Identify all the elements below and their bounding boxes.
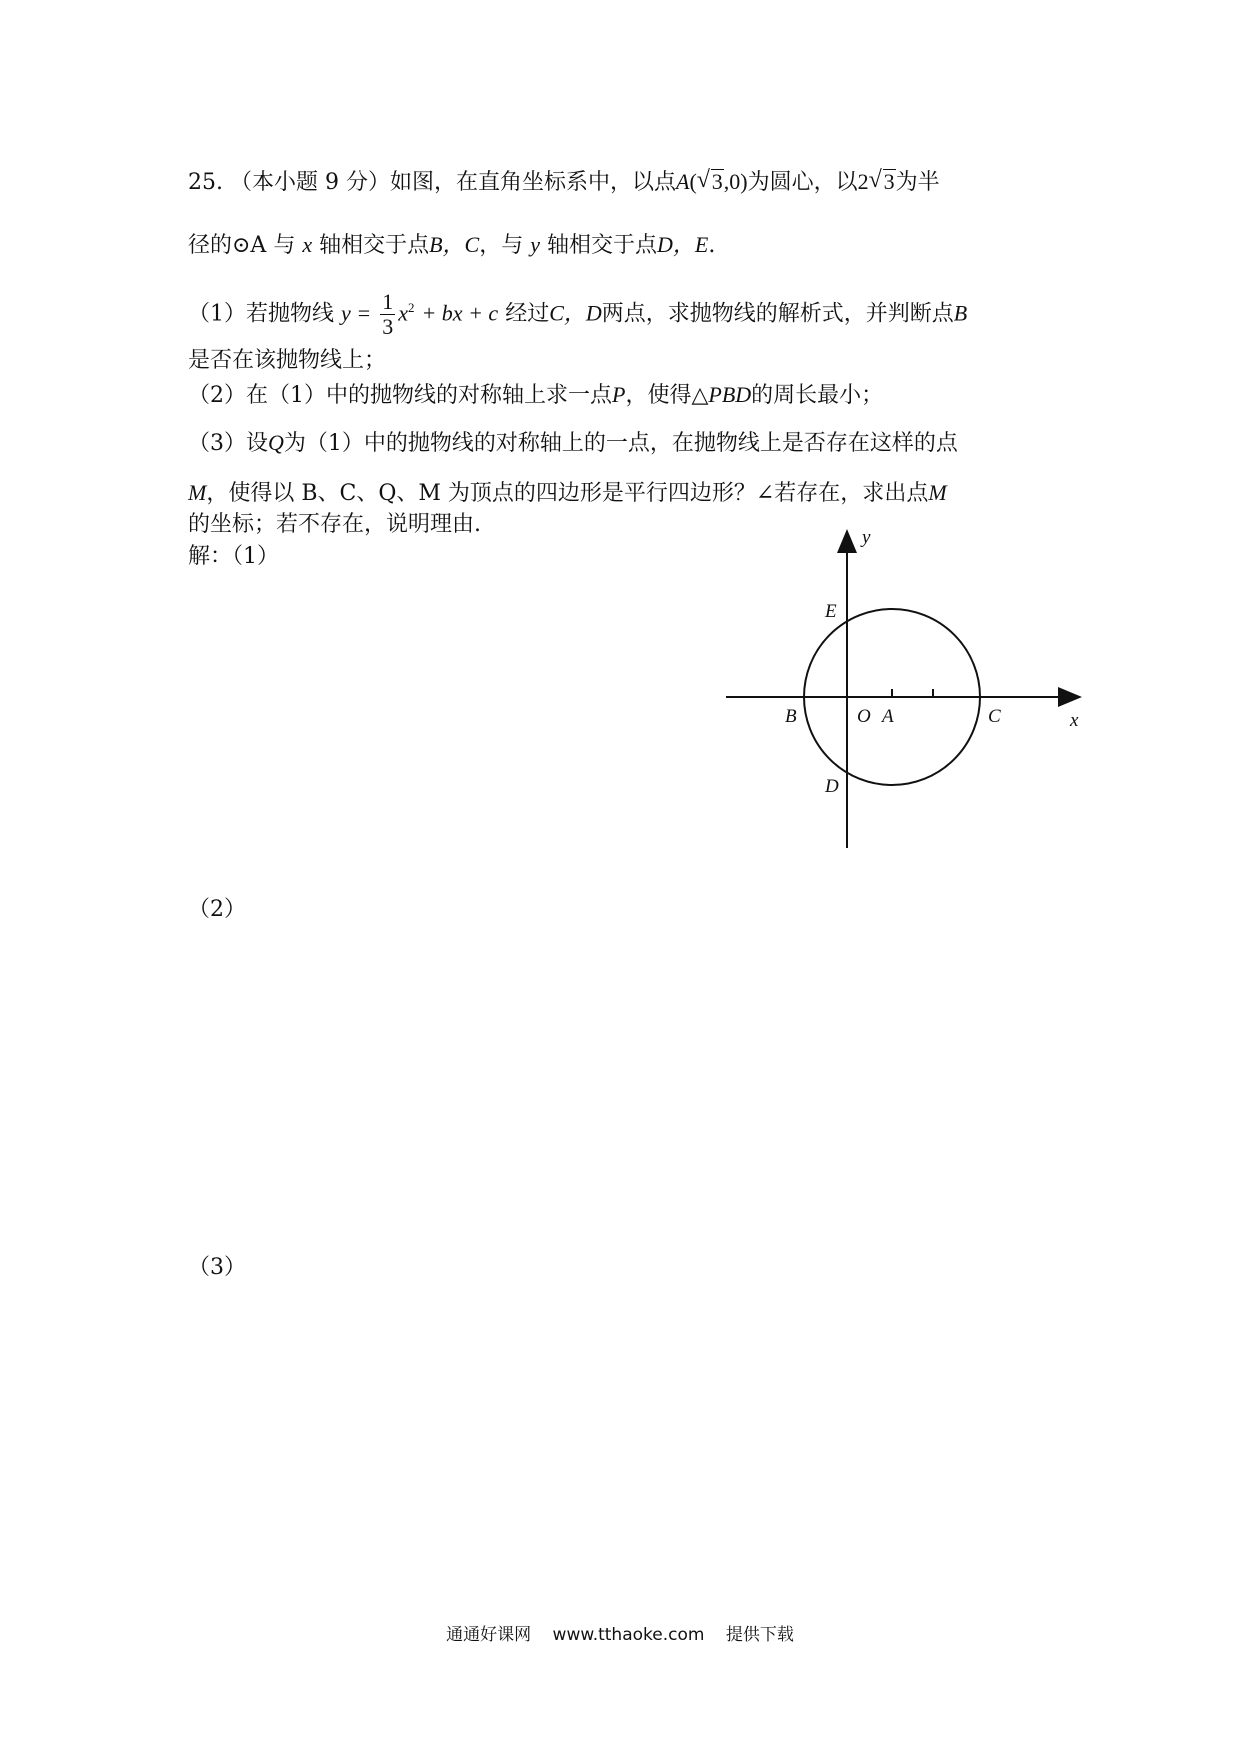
radius-coef: 2: [857, 169, 869, 194]
eq-rest: + bx + c: [421, 300, 499, 326]
solution-part-3: （3）: [188, 1255, 246, 1280]
part3-point-m: M: [188, 480, 207, 505]
label-c: C: [988, 706, 1001, 727]
part3-line-1: [188, 428, 958, 459]
label-d: D: [825, 776, 839, 797]
center-open: (: [689, 169, 697, 194]
problem-line-1: [188, 167, 940, 198]
problem-line2-a: 径的⊙A 与: [188, 233, 296, 258]
label-o: O: [857, 706, 871, 727]
part2-text-c: 的周长最小；: [751, 383, 884, 408]
problem-intro-c: 为半: [895, 170, 940, 195]
footer-suffix: 提供下载: [725, 1625, 794, 1645]
eq-equals: =: [357, 300, 371, 326]
eq-y: y: [341, 300, 351, 326]
part3-line-3: 的坐标；若不存在，说明理由.: [188, 512, 481, 537]
footer-url[interactable]: www.tthaoke.com: [552, 1625, 705, 1645]
part3-line2-b: ，使得以 B、C、Q、M 为顶点的四边形是平行四边形？∠若存在，求出点: [206, 481, 929, 506]
center-letter: A: [676, 169, 690, 194]
points-bc: B，C: [429, 232, 480, 257]
part1-text-b: 两点，求抛物线的解析式，并判断点: [601, 301, 954, 327]
radius-sqrt: √ 3: [869, 167, 896, 197]
part1-points: C，D: [549, 300, 602, 326]
y-var: y: [530, 232, 541, 257]
problem-number: 25.: [188, 170, 223, 195]
problem-intro-a: 如图，在直角坐标系中，以点: [389, 170, 676, 195]
part1-line-1: [188, 290, 967, 339]
problem-line2-end: .: [708, 233, 716, 258]
center-sqrt: √ 3: [697, 167, 724, 197]
part2-triangle: PBD: [708, 382, 752, 407]
part2-point: P: [612, 382, 626, 407]
label-x: x: [1070, 710, 1079, 731]
part1-text-a: 经过: [505, 301, 550, 327]
coordinate-figure: [720, 525, 1090, 860]
part1-point-b: B: [953, 300, 968, 326]
label-e: E: [825, 601, 837, 622]
eq-x: x: [398, 300, 408, 326]
label-a: A: [882, 706, 894, 727]
solution-part-2: （2）: [188, 897, 246, 922]
center-close: ,0): [723, 169, 748, 194]
part3-line-2: [188, 478, 947, 509]
problem-line2-b: 轴相交于点: [319, 233, 430, 258]
part3-point-m2: M: [928, 480, 947, 505]
part2-text-a: （2）在（1）中的抛物线的对称轴上求一点: [188, 383, 612, 408]
solution-part-1: 解：（1）: [188, 544, 279, 569]
points-de: D，E: [657, 232, 709, 257]
label-y: y: [862, 527, 871, 548]
label-b: B: [785, 706, 797, 727]
problem-intro-b: 为圆心，以: [747, 170, 858, 195]
problem-points: （本小题 9 分）: [230, 170, 390, 195]
part3-point-q: Q: [268, 430, 284, 455]
x-var: x: [302, 232, 313, 257]
part2-text-b: ，使得△: [625, 383, 709, 408]
problem-line2-c: ，与: [479, 233, 524, 258]
eq-exponent: 2: [407, 300, 415, 316]
part1-line-2: 是否在该抛物线上；: [188, 348, 387, 373]
part3-text-a: （3）设: [188, 431, 268, 456]
part3-text-b: 为（1）中的抛物线的对称轴上的一点，在抛物线上是否存在这样的点: [283, 431, 958, 456]
eq-fraction: $\frac{1}{3}$: [382, 289, 394, 339]
page-footer: [0, 1620, 1240, 1645]
problem-line-2: [188, 230, 715, 261]
problem-line2-d: 轴相交于点: [547, 233, 658, 258]
part1-label: （1）若抛物线: [188, 301, 334, 327]
part2-line: [188, 380, 883, 411]
footer-site-name: 通通好课网: [446, 1625, 532, 1645]
